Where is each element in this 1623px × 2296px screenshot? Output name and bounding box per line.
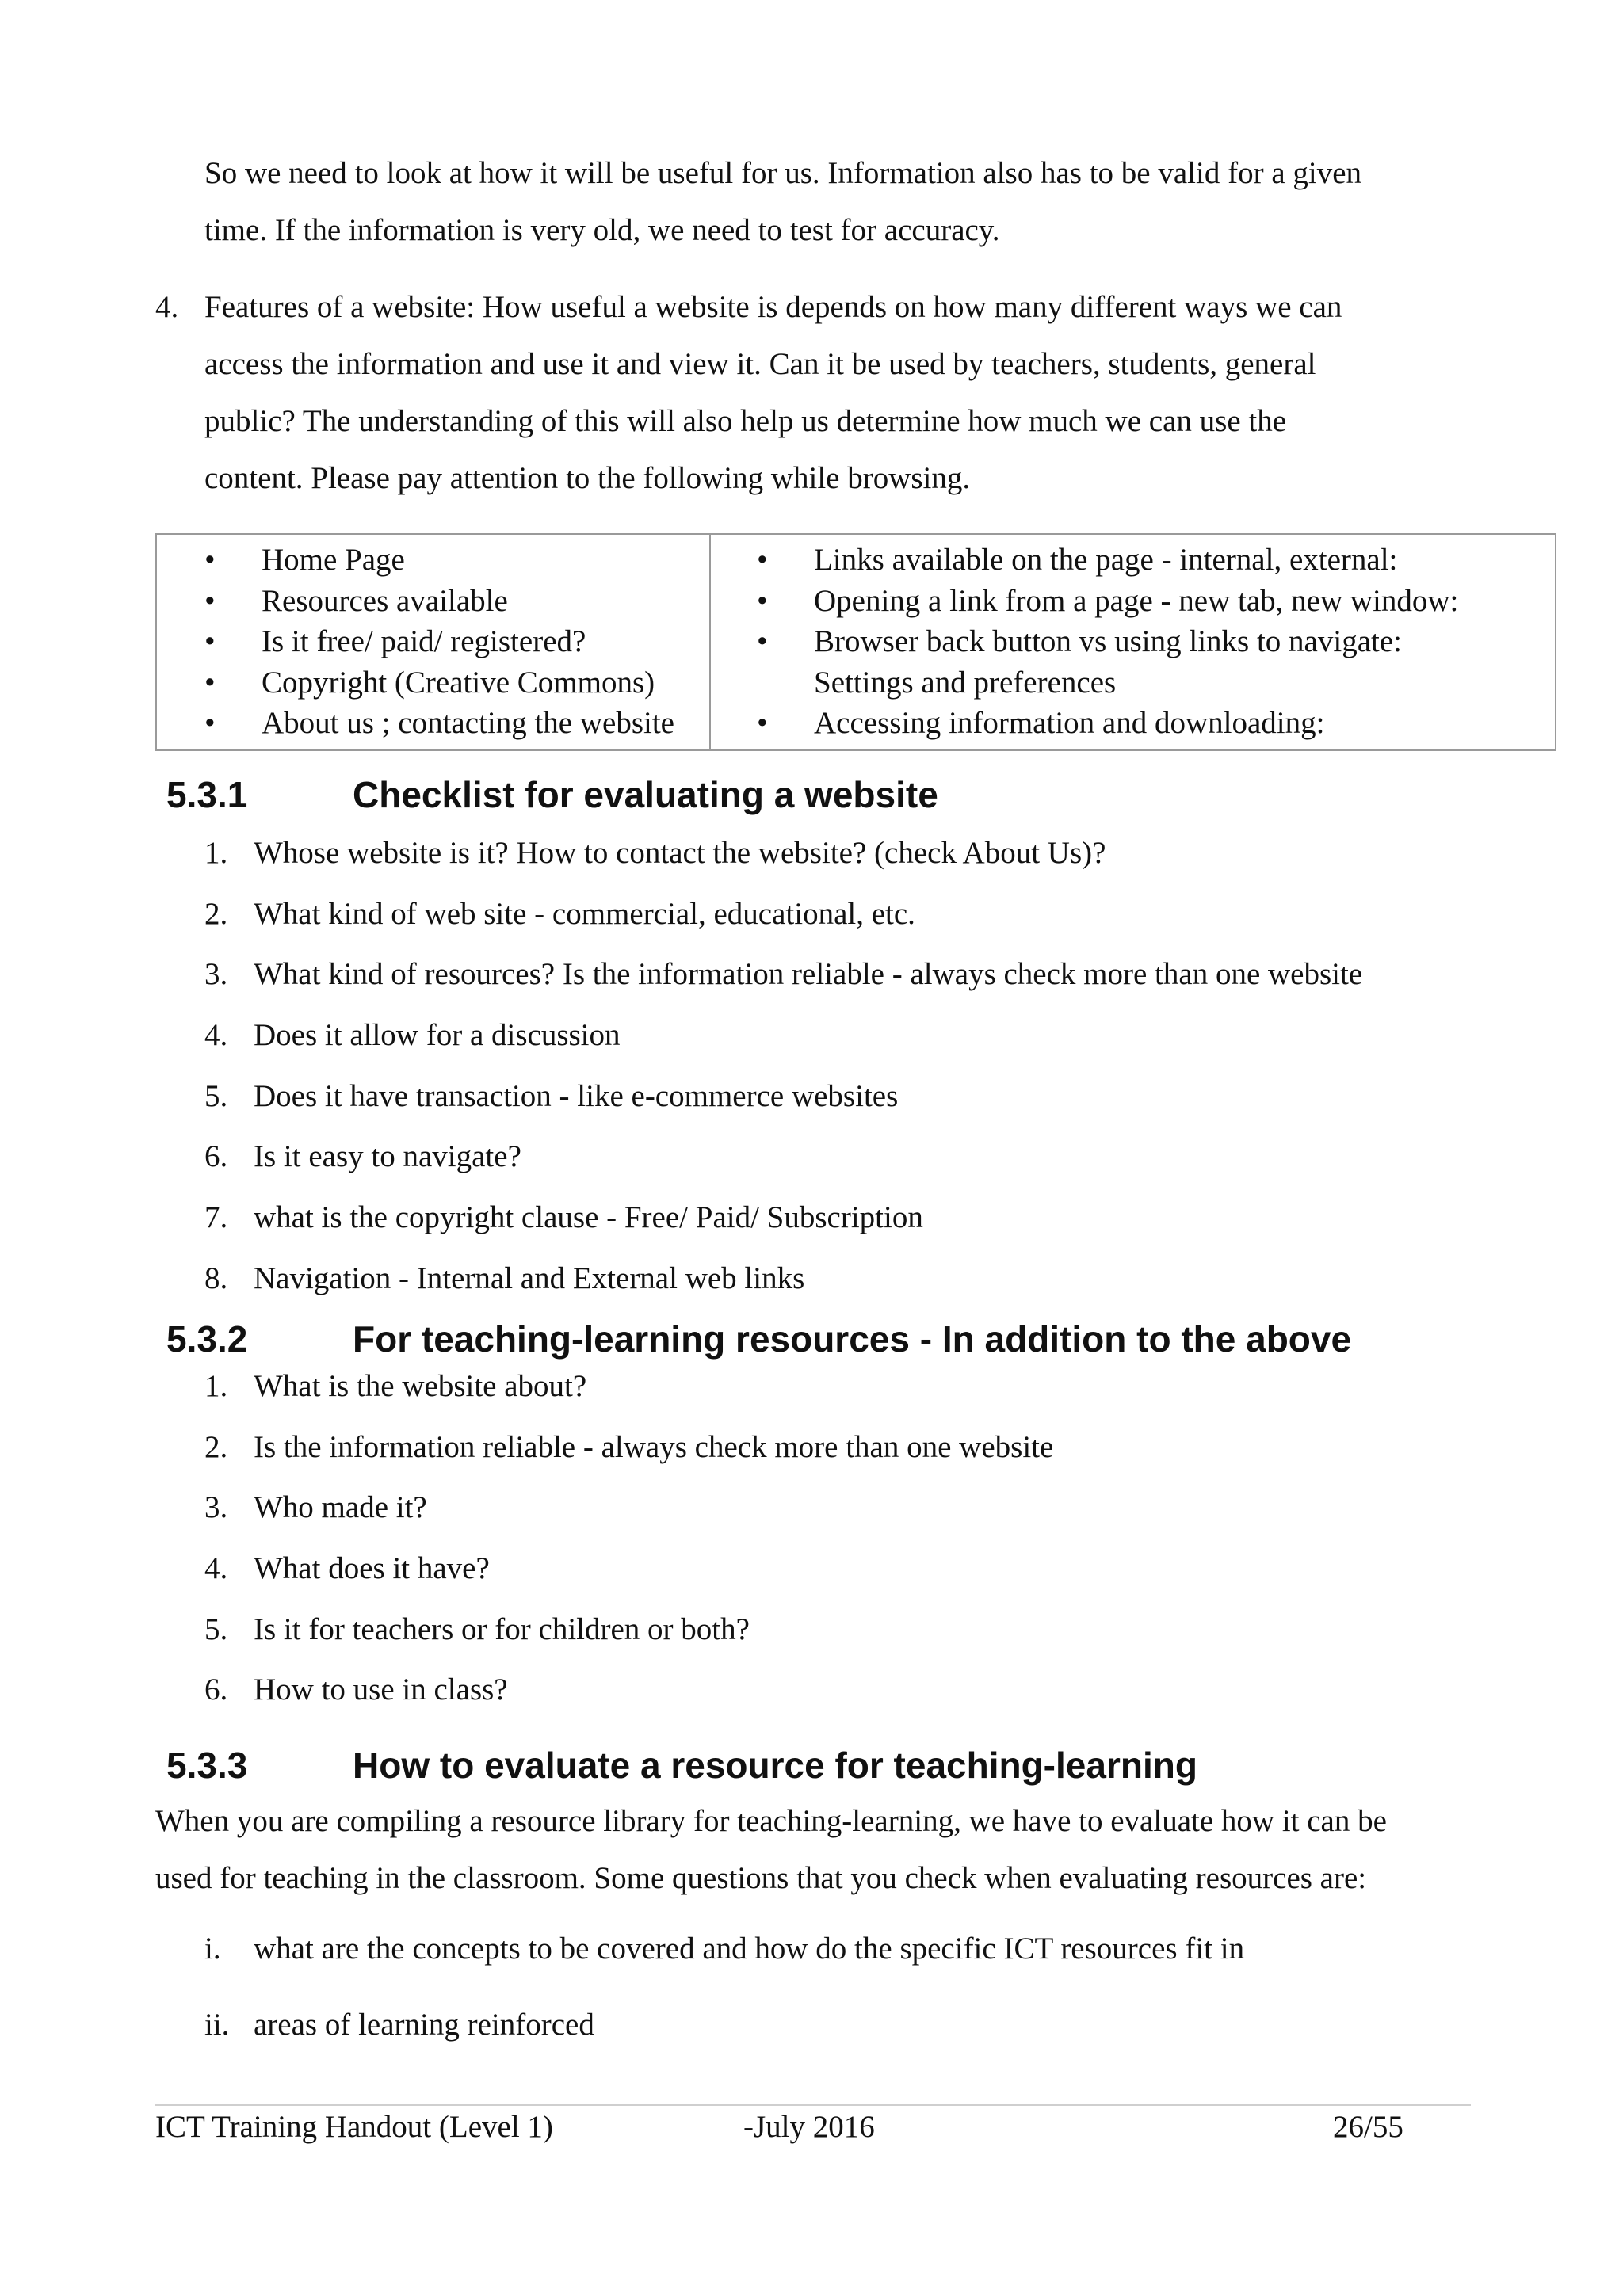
item-number: 1. <box>204 836 228 870</box>
list-item <box>204 833 1362 894</box>
bullet: • <box>204 543 216 577</box>
teaching-resources-list <box>204 1367 1053 1731</box>
bullet: • <box>204 665 216 700</box>
list-item <box>204 955 1362 1016</box>
item-number: 3. <box>204 957 228 992</box>
item-number: 7. <box>204 1200 228 1235</box>
footer-date: -July 2016 <box>743 2110 875 2144</box>
item-text: Is the information reliable - always check more than one website <box>254 1429 1054 1464</box>
item-text: Does it have transaction - like e-commerce websites <box>254 1078 899 1113</box>
item-text: What kind of resources? Is the information reliable - always check more than one website <box>254 957 1363 992</box>
item-number: 5. <box>204 1078 228 1113</box>
list-item-text: Browser back button vs using links to navigate: <box>814 624 1402 658</box>
item-number: 6. <box>204 1139 228 1174</box>
features-left-column <box>204 540 674 744</box>
item-text: what is the copyright clause - Free/ Paid/ Subscription <box>254 1200 923 1235</box>
item-text: Whose website is it? How to contact the website? (check About Us)? <box>254 836 1106 870</box>
item-text: What does it have? <box>254 1551 490 1586</box>
item-text: How to use in class? <box>254 1672 508 1707</box>
item-number: 6. <box>204 1672 228 1707</box>
bullet: • <box>204 624 216 658</box>
item-text: what are the concepts to be covered and how do the specific ICT resources fit in <box>254 1932 1245 1966</box>
list-item <box>204 894 1362 955</box>
list-item <box>757 703 1458 744</box>
section-number: 5.3.3 <box>166 1745 248 1786</box>
footer-title: ICT Training Handout (Level 1) <box>155 2110 553 2144</box>
item-number: ii. <box>204 2008 230 2042</box>
bullet: • <box>757 583 768 618</box>
item-number: 2. <box>204 1429 228 1464</box>
bullet: • <box>757 706 768 740</box>
list-item <box>204 2005 1244 2066</box>
list-item-text: Is it free/ paid/ registered? <box>262 624 586 658</box>
footer-page-number: 26/55 <box>1333 2110 1403 2144</box>
item-text: Does it allow for a discussion <box>254 1018 621 1053</box>
item-number: 1. <box>204 1369 228 1403</box>
item-text: Is it easy to navigate? <box>254 1139 521 1174</box>
list-item <box>204 621 674 662</box>
list-item <box>204 703 674 744</box>
list-item <box>204 1488 1053 1549</box>
item-number: 8. <box>204 1261 228 1295</box>
list-item <box>204 540 674 581</box>
list-item <box>757 540 1458 581</box>
features-table <box>155 533 1556 751</box>
list-item-text: Resources available <box>262 583 508 618</box>
paragraph-line: When you are compiling a resource library for teaching-learning, we have to evaluate how it can be <box>155 1804 1387 1838</box>
list-item <box>204 1610 1053 1671</box>
point-4-line: Features of a website: How useful a website is depends on how many different ways we can <box>204 290 1342 324</box>
list-item-text: Home Page <box>262 543 405 577</box>
list-item <box>204 1367 1053 1428</box>
item-number: 5. <box>204 1611 228 1646</box>
intro-line: time. If the information is very old, we need to test for accuracy. <box>204 213 1000 247</box>
list-item <box>757 581 1458 622</box>
point-4-line: content. Please pay attention to the following while browsing. <box>204 461 971 495</box>
section-title: Checklist for evaluating a website <box>353 774 938 815</box>
section-number: 5.3.2 <box>166 1318 248 1360</box>
list-item <box>204 1428 1053 1489</box>
item-number: 4. <box>204 1551 228 1586</box>
paragraph-line: used for teaching in the classroom. Some questions that you check when evaluating resources are: <box>155 1861 1367 1895</box>
list-item <box>204 1549 1053 1610</box>
item-text: What kind of web site - commercial, educational, etc. <box>254 896 915 931</box>
item-text: What is the website about? <box>254 1369 587 1403</box>
item-text: areas of learning reinforced <box>254 2008 594 2042</box>
list-item <box>757 621 1458 662</box>
point-4-line: access the information and use it and view it. Can it be used by teachers, students, general <box>204 347 1316 381</box>
list-item <box>204 581 674 622</box>
point-4-number: 4. <box>155 290 179 324</box>
bullet: • <box>204 583 216 618</box>
section-title: How to evaluate a resource for teaching-learning <box>353 1745 1197 1786</box>
checklist-list <box>204 833 1362 1320</box>
list-item <box>204 1137 1362 1198</box>
bullet: • <box>757 543 768 577</box>
section-heading-5-3-2 <box>166 1315 1351 1363</box>
features-right-column <box>757 540 1458 744</box>
item-text: Navigation - Internal and External web links <box>254 1261 805 1295</box>
evaluation-questions-list <box>204 1929 1244 2066</box>
bullet: • <box>204 706 216 740</box>
item-number: i. <box>204 1932 221 1966</box>
list-item-text: Settings and preferences <box>814 665 1117 700</box>
point-4-line: public? The understanding of this will also help us determine how much we can use the <box>204 404 1287 438</box>
list-item-text: Links available on the page - internal, external: <box>814 543 1398 577</box>
section-heading-5-3-3 <box>166 1741 1197 1789</box>
section-heading-5-3-1 <box>166 771 938 818</box>
list-item <box>204 1077 1362 1138</box>
list-item <box>204 1259 1362 1320</box>
footer-rule <box>155 2104 1471 2106</box>
section-title: For teaching-learning resources - In addition to the above <box>353 1318 1352 1360</box>
item-number: 4. <box>204 1018 228 1053</box>
list-item-text: About us ; contacting the website <box>262 706 674 740</box>
list-item <box>204 1198 1362 1259</box>
item-number: 2. <box>204 896 228 931</box>
bullet: • <box>757 624 768 658</box>
section-number: 5.3.1 <box>166 774 248 815</box>
list-item <box>204 1929 1244 2005</box>
list-item-text: Opening a link from a page - new tab, new window: <box>814 583 1459 618</box>
item-number: 3. <box>204 1490 228 1525</box>
list-item-text: Accessing information and downloading: <box>814 706 1325 740</box>
list-item <box>204 1016 1362 1077</box>
list-item-text: Copyright (Creative Commons) <box>262 665 655 700</box>
list-item <box>204 1670 1053 1731</box>
table-divider <box>709 535 711 749</box>
list-item-continuation <box>757 662 1458 704</box>
item-text: Is it for teachers or for children or both? <box>254 1611 750 1646</box>
item-text: Who made it? <box>254 1490 427 1525</box>
intro-line: So we need to look at how it will be useful for us. Information also has to be valid for a given <box>204 156 1362 190</box>
list-item <box>204 662 674 704</box>
